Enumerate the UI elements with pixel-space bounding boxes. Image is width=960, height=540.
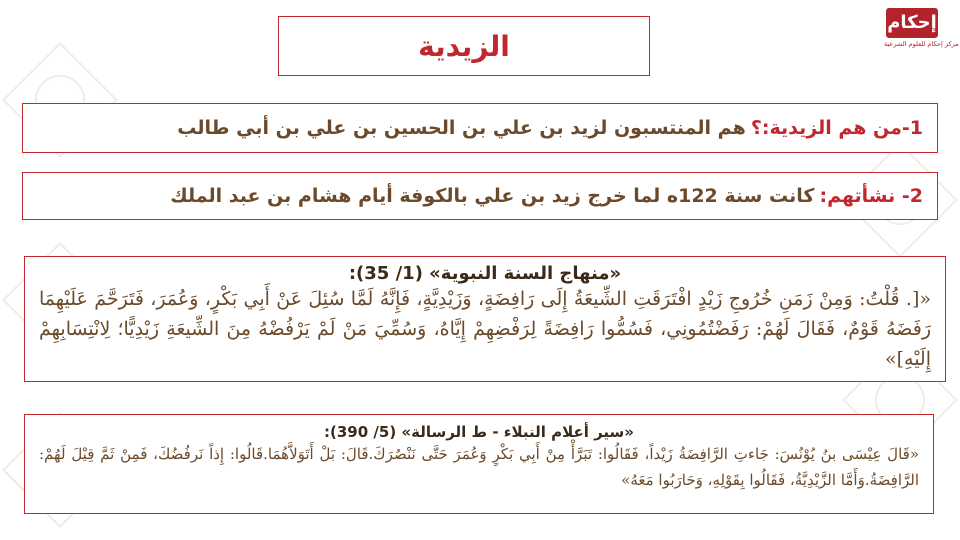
title-box: [278, 16, 650, 76]
quote-box-siyar: [24, 414, 934, 514]
page-title: الزيدية: [418, 29, 510, 63]
section-who-are-zaydis: [22, 103, 938, 153]
section-text: كانت سنة 122ه لما خرج زيد بن علي بالكوفة أيام هشام بن عبد الملك: [170, 185, 815, 207]
quote-text: «[. قُلْتُ: وَمِنْ زَمَنِ خُرُوجِ زَيْدٍ افْتَرَقَتِ الشِّيعَةُ إِلَى رَافِضَةٍ، وَزَيْدِيَّةٍ، فَإِنَّهُ لَمَّا سُئِلَ عَنْ أَبِي بَكْرٍ، وَعُمَرَ، فَتَرَحَّمَ عَلَيْهِمَا رَفَضَهُ قَوْمٌ، فَقَالَ لَهُمْ: رَفَضْتُمُونِي، فَسُمُّوا رَافِضَةً لِرَفْضِهِمْ إِيَّاهُ، وَسُمِّيَ مَنْ لَمْ يَرْفُضْهُ مِنَ الشِّيعَةِ زَيْدِيًّا؛ لِانْتِسَابِهِمْ إِلَيْهِ]»: [39, 288, 931, 370]
section-origin: [22, 172, 938, 220]
quote-text: «قَالَ عِيْسَى بنُ يُوْنُسَ: جَاءتِ الرَّافِضَةُ زَيْداً، فَقَالُوا: تَبَرَّأْ مِنْ أَبِي بَكْرٍ وَعُمَرَ حَتَّى نَنْصُرَكَ.قَالَ: بَلْ أَتَوَلاَّهُمَا.قَالُوا: إِذاً نَرفُضُكَ، فَمِنْ ثَمَّ قِيْلَ لَهُمْ: الرَّافِضَةُ.وَأَمَّا الزَّيْدِيَّةُ، فَقَالُوا بِقَوْلِهِ، وَحَارَبُوا مَعَهُ»: [39, 445, 919, 489]
logo: [884, 8, 959, 64]
logo-subtitle: مركز إحكام للعلوم الشرعية: [884, 40, 959, 48]
section-label: 1-من هم الزيدية:؟: [750, 117, 923, 139]
quote-citation: «سير أعلام النبلاء - ط الرسالة» (5/ 390):: [324, 423, 634, 441]
quote-box-minhaj: [24, 256, 946, 382]
logo-mark: إحكام: [886, 8, 938, 38]
quote-citation: «منهاج السنة النبوية» (1/ 35):: [348, 263, 622, 284]
section-text: هم المنتسبون لزيد بن علي بن الحسين بن علي بن أبي طالب: [177, 117, 746, 139]
section-label: 2- نشأتهم:: [819, 185, 923, 207]
